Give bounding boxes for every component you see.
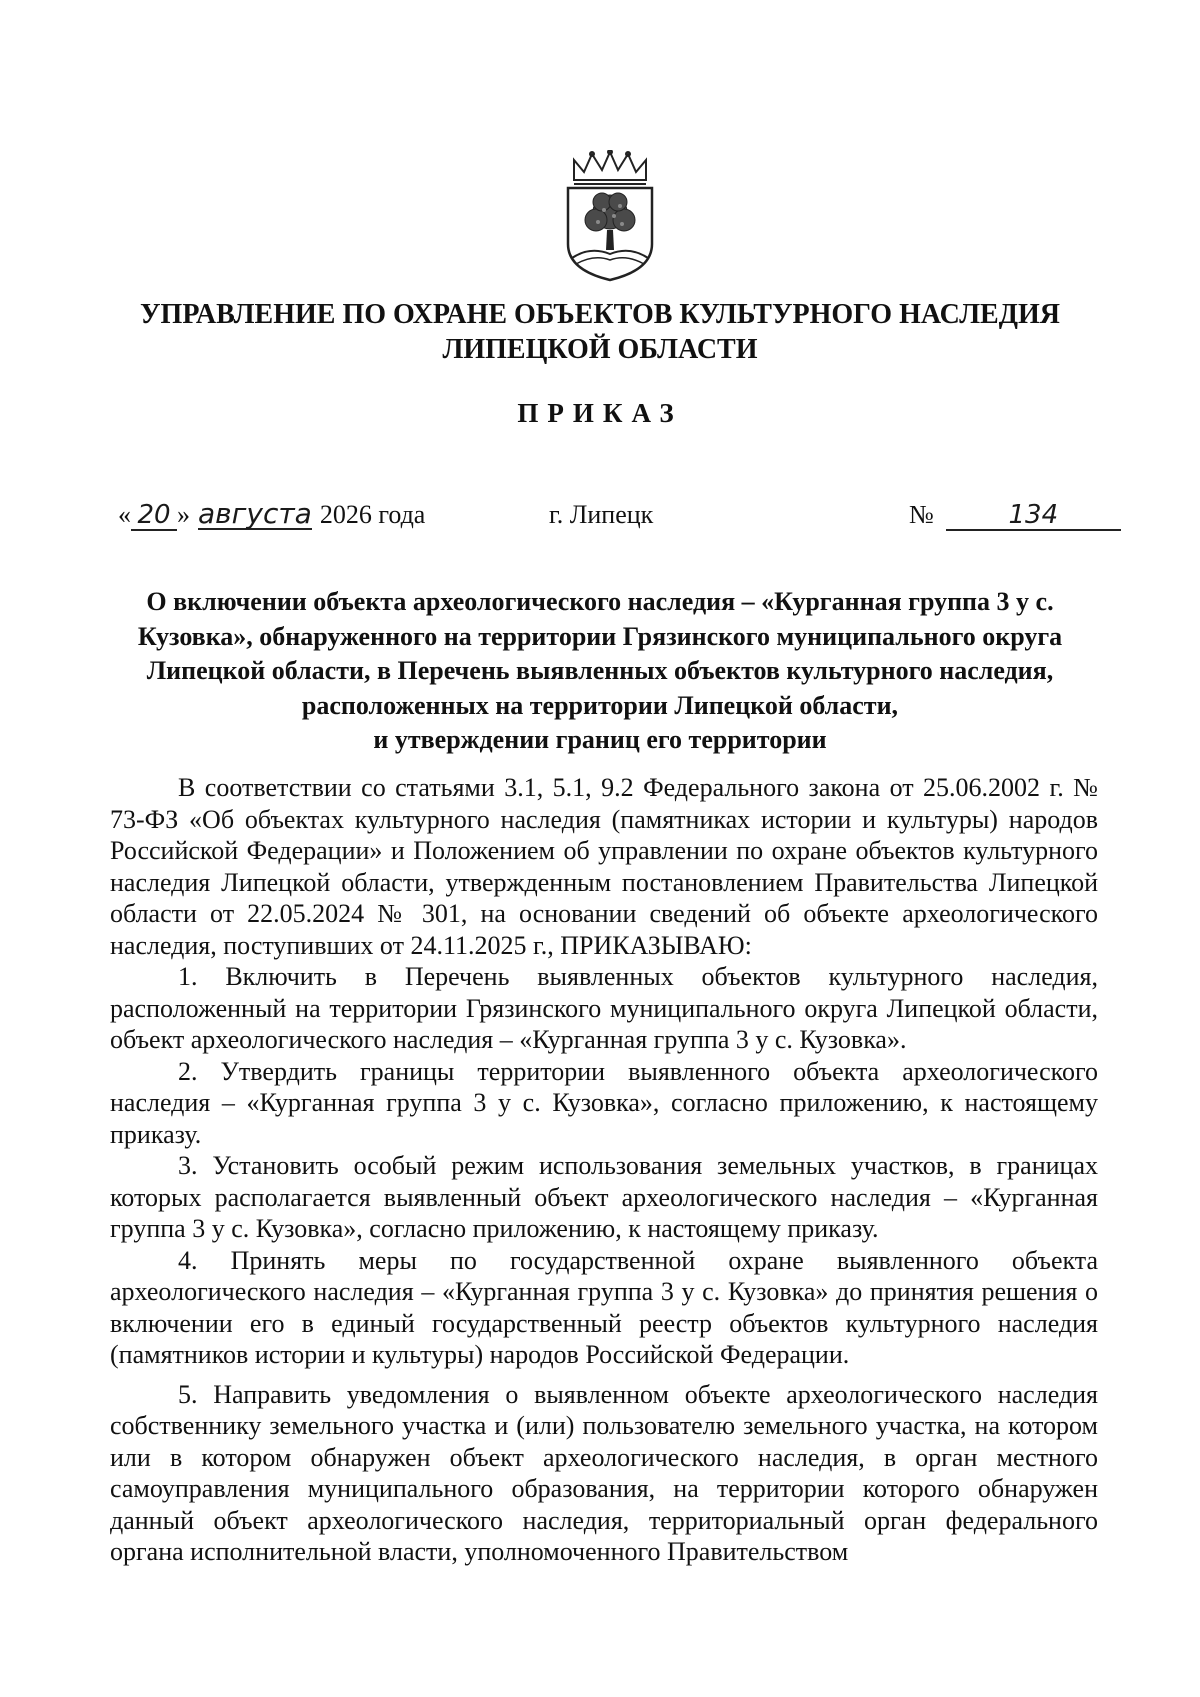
body-item: 5. Направить уведомления о выявленном объекте археологического наследия собственнику земельного участка и (или) пользователю земельного участка, на котором или в котором обнаружен объект археологического наследия, в орган местного самоуправления муниципального образования, на территории которого обнаружен данный объект археологического наследия, территориальный орган федерального органа исполнительной власти, уполномоченного Правительством: [110, 1379, 1098, 1566]
body-item: 4. Принять меры по государственной охране выявленного объекта археологического наследия – «Курганная группа 3 у с. Кузовка» до принятия решения о включении его в единый государственный реестр объектов культурного наследия (памятников истории и культуры) народов Российской Федерации.: [110, 1245, 1098, 1369]
document-number: [909, 495, 1121, 535]
document-subject: [118, 585, 1082, 758]
subject-line: Кузовка», обнаруженного на территории Грязинского муниципального округа: [137, 621, 1063, 651]
subject-line: Липецкой области, в Перечень выявленных объектов культурного наследия,: [146, 656, 1054, 685]
document-city: г. Липецк: [549, 500, 654, 529]
document-type-title: ПРИКАЗ: [517, 398, 683, 428]
body-item: 3. Установить особый режим использования земельных участков, в границах которых располагается выявленный объект археологического наследия – «Курганная группа 3 у с. Кузовка», согласно приложению, к настоящему приказу.: [110, 1151, 1098, 1243]
subject-line: расположенных на территории Липецкой области,: [301, 690, 899, 720]
organization-name-line-1: УПРАВЛЕНИЕ ПО ОХРАНЕ ОБЪЕКТОВ КУЛЬТУРНОГО НАСЛЕДИЯ: [140, 299, 1060, 330]
date-month: августа: [198, 497, 312, 530]
number-label: №: [909, 500, 934, 529]
organization-name-line-2: ЛИПЕЦКОЙ ОБЛАСТИ: [442, 334, 758, 365]
date-open-quote: «: [118, 500, 131, 529]
subject-line: О включении объекта археологического наследия – «Курганная группа 3 у с.: [146, 587, 1054, 616]
body-item: 1. Включить в Перечень выявленных объектов культурного наследия, расположенный на территории Грязинского муниципального округа Липецкой области, объект археологического наследия – «Курганная группа 3 у с. Кузовка».: [110, 962, 1098, 1054]
document-date: [118, 495, 425, 535]
date-day: 20: [131, 501, 177, 531]
document-body: [110, 772, 1098, 1568]
date-close-quote: »: [177, 500, 190, 529]
lipetsk-coat-of-arms-icon: [560, 150, 660, 282]
body-item: 2. Утвердить границы территории выявленного объекта археологического наследия – «Курганная группа 3 у с. Кузовка», согласно приложению, к настоящему приказу.: [110, 1056, 1098, 1149]
subject-line: и утверждении границ его территории: [373, 725, 827, 754]
date-year: 2026 года: [319, 500, 426, 529]
body-preamble: В соответствии со статьями 3.1, 5.1, 9.2 Федерального закона от 25.06.2002 г. № 73-ФЗ «Об объектах культурного наследия (памятниках истории и культуры) народов Российской Федерации» и Положением об управлении по охране объектов культурного наследия Липецкой области, утвержденным постановлением Правительства Липецкой области от 22.05.2024 № 301, на основании сведений об объекте археологического наследия, поступивших от 24.11.2025 г., ПРИКАЗЫВАЮ:: [110, 773, 1098, 960]
number-value: 134: [946, 501, 1121, 531]
